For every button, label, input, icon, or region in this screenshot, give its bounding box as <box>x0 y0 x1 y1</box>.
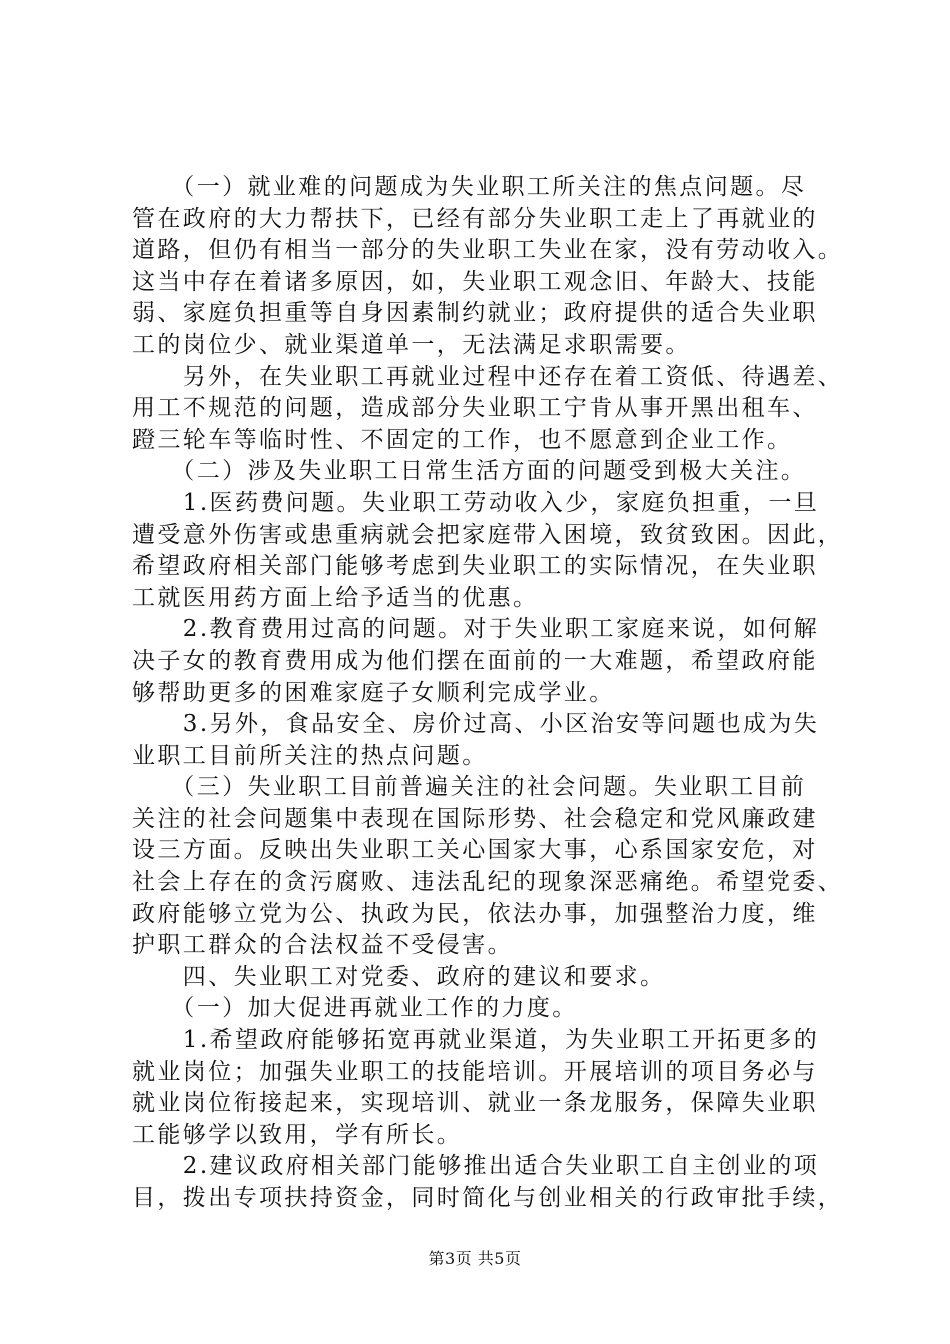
text-line: 另外，在失业职工再就业过程中还存在着工资低、待遇差、 <box>132 363 844 390</box>
text-line: 护职工群众的合法权益不受侵害。 <box>132 932 513 959</box>
text-line: 工能够学以致用，学有所长。 <box>132 1121 463 1148</box>
document-body <box>132 172 844 1215</box>
text-line: 希望政府相关部门能够考虑到失业职工的实际情况，在失业职 <box>132 553 818 580</box>
text-line: 就业岗位；加强失业职工的技能培训。开展培训的项目务必与 <box>132 1058 818 1085</box>
text-line: （三）失业职工目前普遍关注的社会问题。失业职工目前 <box>132 774 807 801</box>
text-line: 遭受意外伤害或患重病就会把家庭带入困境，致贫致困。因此， <box>132 521 844 548</box>
text-line: （二）涉及失业职工日常生活方面的问题受到极大关注。 <box>132 458 807 485</box>
text-line: 政府能够立党为公、执政为民，依法办事，加强整治力度，维 <box>132 900 818 927</box>
text-line: 目，拨出专项扶持资金，同时简化与创业相关的行政审批手续， <box>132 1185 844 1211</box>
text-line: 2.建议政府相关部门能够推出适合失业职工自主创业的项 <box>132 1153 820 1180</box>
text-line: 设三方面。反映出失业职工关心国家大事，心系国家安危，对 <box>132 837 818 864</box>
text-line: 用工不规范的问题，造成部分失业职工宁肯从事开黑出租车、 <box>132 395 818 422</box>
text-line: 1.希望政府能够拓宽再就业渠道，为失业职工开拓更多的 <box>132 1027 820 1054</box>
text-line: 道路，但仍有相当一部分的失业职工失业在家，没有劳动收入。 <box>132 237 844 264</box>
text-line: 够帮助更多的困难家庭子女顺利完成学业。 <box>132 679 615 706</box>
text-line: 业职工目前所关注的热点问题。 <box>132 742 488 769</box>
text-line: （一）加大促进再就业工作的力度。 <box>132 995 578 1022</box>
page-footer: 第3页 共5页 <box>428 1249 522 1268</box>
text-line: 社会上存在的贪污腐败、违法乱纪的现象深恶痛绝。希望党委、 <box>132 869 844 896</box>
text-line: 决子女的教育费用成为他们摆在面前的一大难题，希望政府能 <box>132 647 818 674</box>
text-line: 管在政府的大力帮扶下，已经有部分失业职工走上了再就业的 <box>132 205 818 232</box>
text-line: （一）就业难的问题成为失业职工所关注的焦点问题。尽 <box>132 174 807 200</box>
text-line: 关注的社会问题集中表现在国际形势、社会稳定和党风廉政建 <box>132 805 818 832</box>
text-line: 就业岗位衔接起来，实现培训、就业一条龙服务，保障失业职 <box>132 1090 818 1117</box>
text-line: 四、失业职工对党委、政府的建议和要求。 <box>132 963 666 990</box>
text-line: 2.教育费用过高的问题。对于失业职工家庭来说，如何解 <box>132 616 820 643</box>
text-line: 工的岗位少、就业渠道单一，无法满足求职需要。 <box>132 331 691 358</box>
text-line: 3.另外，食品安全、房价过高、小区治安等问题也成为失 <box>132 711 820 738</box>
text-line: 蹬三轮车等临时性、不固定的工作，也不愿意到企业工作。 <box>132 426 793 453</box>
text-line: 弱、家庭负担重等自身因素制约就业；政府提供的适合失业职 <box>132 300 818 327</box>
text-line: 1.医药费问题。失业职工劳动收入少，家庭负担重，一旦 <box>132 489 820 516</box>
text-line: 这当中存在着诸多原因，如，失业职工观念旧、年龄大、技能 <box>132 268 818 295</box>
text-line: 工就医用药方面上给予适当的优惠。 <box>132 584 539 611</box>
